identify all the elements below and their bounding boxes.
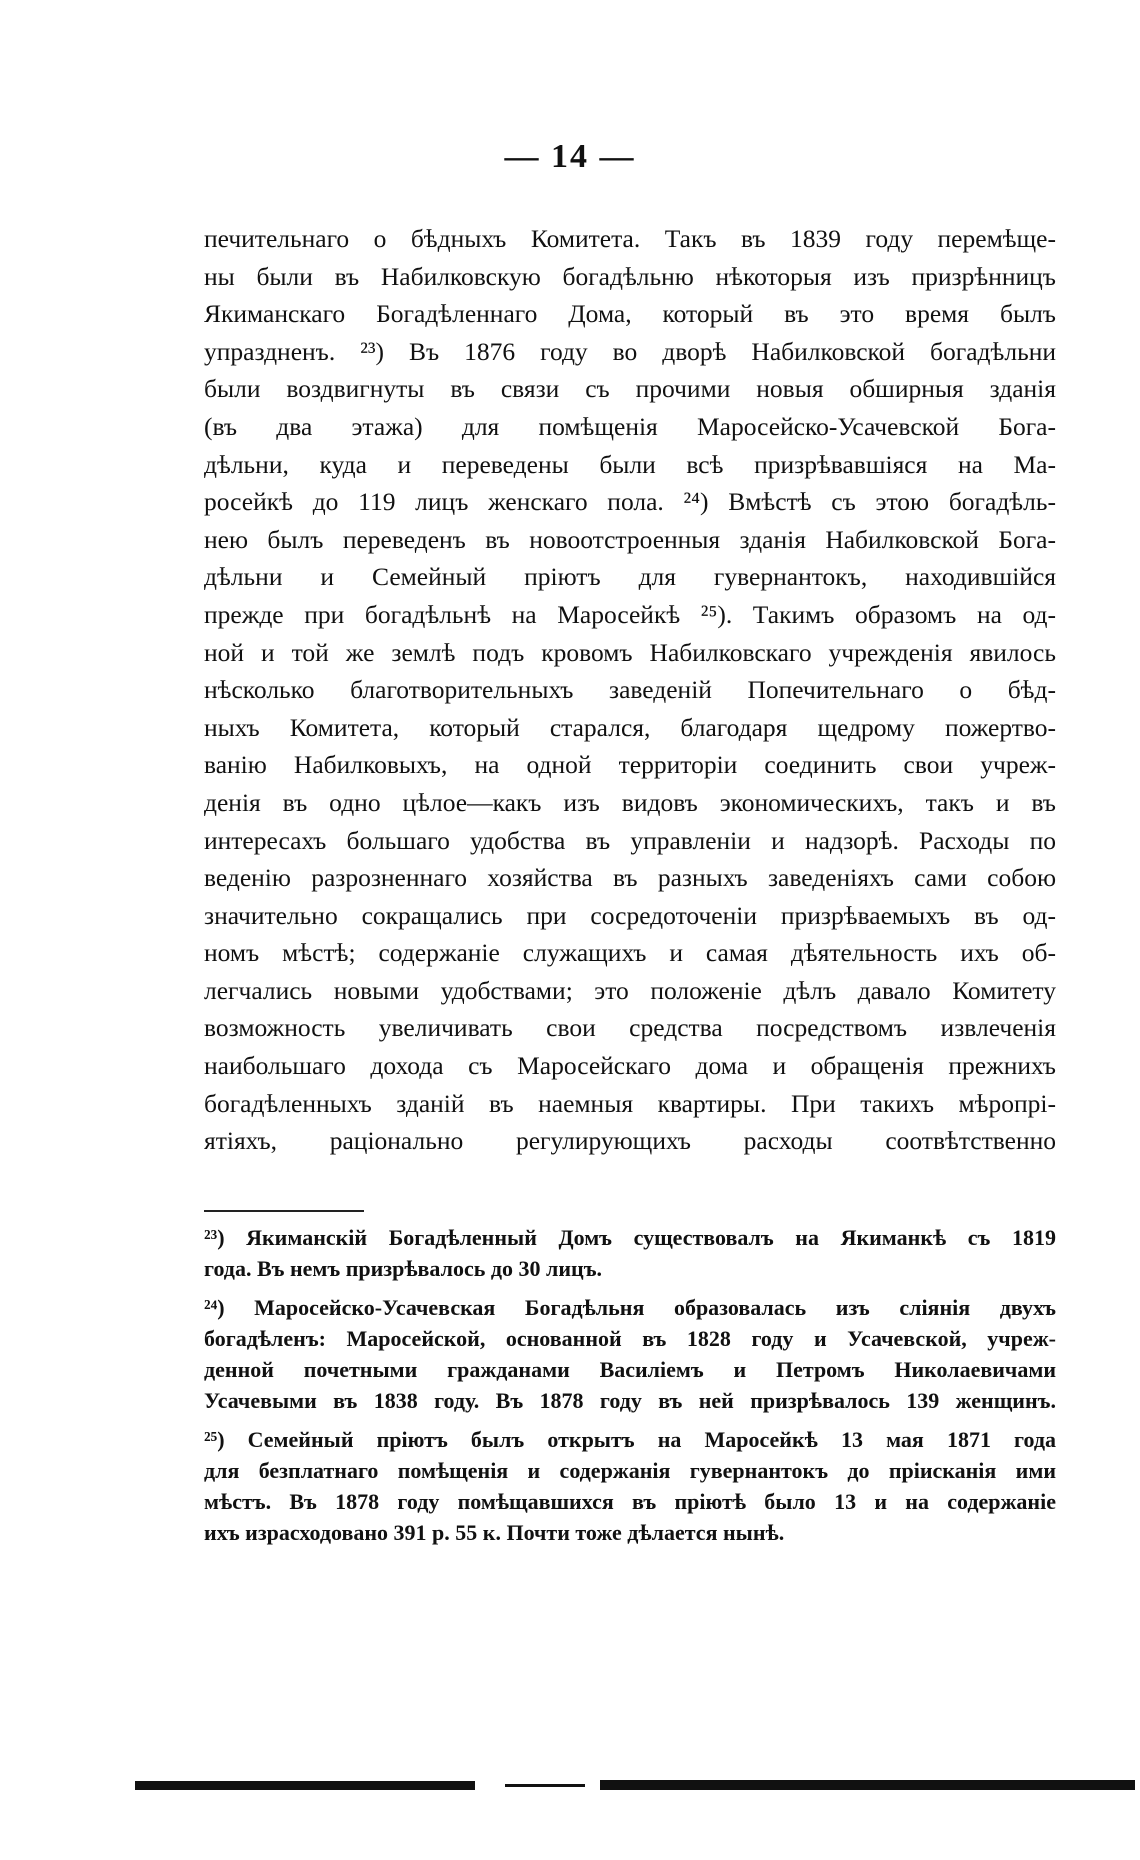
text-line: денія въ одно цѣлое—какъ изъ видовъ экономическихъ, такъ и въ <box>204 787 1056 817</box>
footnotes <box>204 1222 1056 1548</box>
footnote-25 <box>204 1424 1056 1548</box>
text-line: нѣсколько благотворительныхъ заведеній Попечительнаго о бѣд- <box>204 675 1056 705</box>
text-line: печительнаго о бѣдныхъ Комитета. Такъ въ 1839 году перемѣще- <box>204 224 1056 253</box>
text-line: ныхъ Комитета, который старался, благодаря щедрому пожертво- <box>204 712 1056 742</box>
footnote-line: мѣстъ. Въ 1878 году помѣщавшихся въ пріютѣ было 13 и на содержаніе <box>204 1489 1056 1514</box>
body-text <box>204 220 1056 1160</box>
text-line: номъ мѣстѣ; содержаніе служащихъ и самая дѣятельность ихъ об- <box>204 938 1056 968</box>
text-line: упраздненъ. ²³) Въ 1876 году во дворѣ Набилковской богадѣльни <box>204 336 1056 366</box>
footnote-23 <box>204 1222 1056 1284</box>
text-line: интересахъ большаго удобства въ управленіи и надзорѣ. Расходы по <box>204 825 1056 855</box>
text-line: Якиманскаго Богадѣленнаго Дома, который въ это время былъ <box>204 299 1056 329</box>
footnote-line: Усачевыми въ 1838 году. Въ 1878 году въ ней призрѣвалось 139 женщинъ. <box>204 1388 1056 1413</box>
text-line: нею былъ переведенъ въ новоотстроенныя зданія Набилковской Бога- <box>204 524 1056 554</box>
footnote-line: ихъ израсходовано 391 р. 55 к. Почти тоже дѣлается нынѣ. <box>204 1520 785 1545</box>
footnote-line: для безплатнаго помѣщенія и содержанія гувернантокъ до пріисканія ими <box>204 1458 1056 1483</box>
text-line: росейкѣ до 119 лицъ женскаго пола. ²⁴) Вмѣстѣ съ этою богадѣль- <box>204 487 1056 517</box>
page-bottom-edge <box>0 1778 1140 1792</box>
text-line: дѣльни и Семейный пріютъ для гувернантокъ, находившійся <box>204 562 1056 592</box>
footnote-24 <box>204 1292 1056 1416</box>
footnote-line: денной почетными гражданами Василіемъ и Петромъ Николаевичами <box>204 1357 1056 1382</box>
text-line: наибольшаго дохода съ Маросейскаго дома и обращенія прежнихъ <box>204 1051 1056 1081</box>
text-line: дѣльни, куда и переведены были всѣ призрѣвавшіяся на Ма- <box>204 449 1056 479</box>
text-line: веденію разрозненнаго хозяйства въ разныхъ заведеніяхъ сами собою <box>204 863 1056 893</box>
text-line: прежде при богадѣльнѣ на Маросейкѣ ²⁵). Такимъ образомъ на од- <box>204 599 1056 629</box>
text-line: были воздвигнуты въ связи съ прочими новыя обширныя зданія <box>204 374 1056 404</box>
text-line: ванію Набилковыхъ, на одной территоріи соединить свои учреж- <box>204 750 1056 780</box>
text-line: ятіяхъ, раціонально регулирующихъ расходы соотвѣтственно <box>204 1126 1056 1156</box>
text-line: возможность увеличивать свои средства посредствомъ извлеченія <box>204 1013 1056 1043</box>
footnote-line: года. Въ немъ призрѣвалось до 30 лицъ. <box>204 1256 603 1281</box>
footnote-line: богадѣленъ: Маросейской, основанной въ 1828 году и Усачевской, учреж- <box>204 1326 1056 1351</box>
text-line: значительно сокращались при сосредоточеніи призрѣваемыхъ въ од- <box>204 900 1056 930</box>
footnote-line: ²⁵) Семейный пріютъ былъ открытъ на Маросейкѣ 13 мая 1871 года <box>204 1427 1056 1452</box>
footnote-line: ²³) Якиманскій Богадѣленный Домъ существовалъ на Якиманкѣ съ 1819 <box>204 1225 1056 1250</box>
text-line: ной и той же землѣ подъ кровомъ Набилковскаго учрежденія явилось <box>204 637 1056 667</box>
footnote-line: ²⁴) Маросейско-Усачевская Богадѣльня образовалась изъ сліянія двухъ <box>204 1295 1056 1320</box>
text-line: ны были въ Набилковскую богадѣльню нѣкоторыя изъ призрѣнницъ <box>204 261 1056 291</box>
text-line: легчались новыми удобствами; это положеніе дѣлъ давало Комитету <box>204 975 1056 1005</box>
text-line: (въ два этажа) для помѣщенія Маросейско-Усачевской Бога- <box>204 411 1056 441</box>
footnote-separator <box>204 1210 364 1212</box>
page-number: — 14 — <box>504 138 636 175</box>
text-line: богадѣленныхъ зданій въ наемныя квартиры. При такихъ мѣропрі- <box>204 1088 1056 1118</box>
